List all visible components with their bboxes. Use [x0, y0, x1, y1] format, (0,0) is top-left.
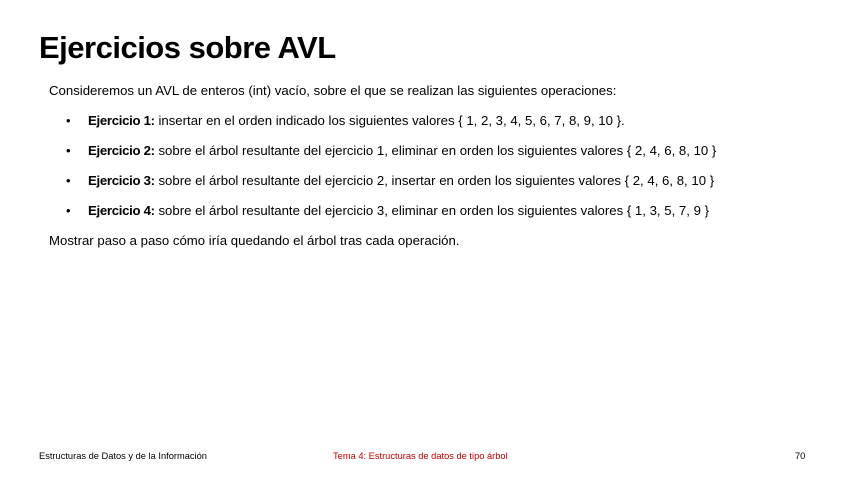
exercise-description: insertar en el orden indicado los siguientes valores { 1, 2, 3, 4, 5, 6, 7, 8, 9, 10 }. [154, 113, 625, 128]
exercise-text [88, 112, 625, 130]
outro-text: Mostrar paso a paso cómo iría quedando el árbol tras cada operación. [49, 233, 460, 248]
bullet-icon: • [66, 173, 71, 188]
exercise-description: sobre el árbol resultante del ejercicio 2, insertar en orden los siguientes valores { 2, 4, 6, 8, 10 } [154, 173, 715, 188]
exercise-text [88, 172, 714, 190]
exercise-label: Ejercicio 2: [88, 143, 155, 158]
exercise-description: sobre el árbol resultante del ejercicio 3, eliminar en orden los siguientes valores { 1, 3, 5, 7, 9 } [154, 203, 709, 218]
footer-topic: Tema 4: Estructuras de datos de tipo árbol [333, 451, 508, 461]
exercise-label: Ejercicio 3: [88, 173, 155, 188]
bullet-icon: • [66, 203, 71, 218]
footer-course: Estructuras de Datos y de la Información [39, 451, 207, 461]
intro-text: Consideremos un AVL de enteros (int) vacío, sobre el que se realizan las siguientes operaciones: [49, 83, 617, 98]
slide-title: Ejercicios sobre AVL [39, 30, 336, 65]
exercise-text [88, 142, 716, 160]
exercise-text [88, 202, 709, 220]
exercise-label: Ejercicio 4: [88, 203, 155, 218]
bullet-icon: • [66, 143, 71, 158]
page-number: 70 [795, 451, 806, 461]
exercise-label: Ejercicio 1: [88, 113, 155, 128]
bullet-icon: • [66, 113, 71, 128]
exercise-description: sobre el árbol resultante del ejercicio 1, eliminar en orden los siguientes valores { 2, 4, 6, 8, 10 } [154, 143, 717, 158]
